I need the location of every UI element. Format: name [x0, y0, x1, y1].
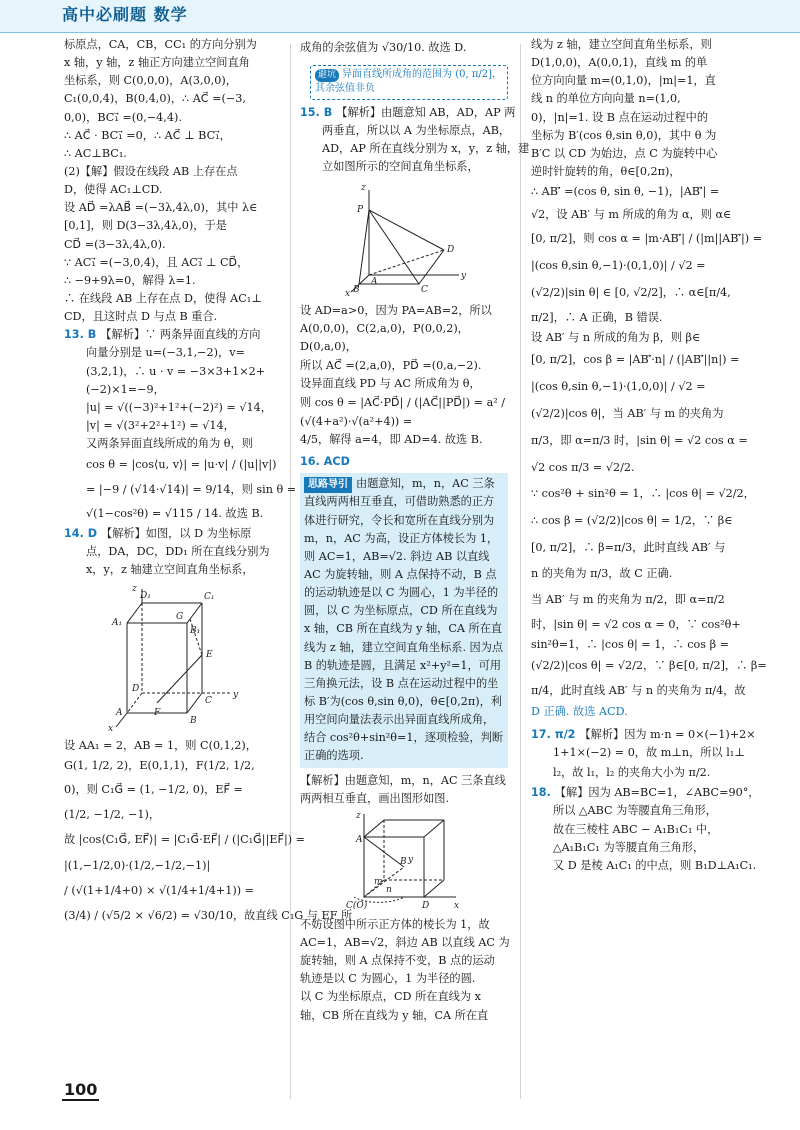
text-line: ∴ cos β = (√2/2)|cos θ| = 1/2，∵ β∈ [531, 514, 733, 528]
text-line: 点，DA，DC，DD₁ 所在直线分别为 [86, 545, 270, 559]
text-line: 1+1×(−2) = 0，故 m⊥n，所以 l₁⊥ [553, 745, 745, 759]
text-line: 故在三棱柱 ABC − A₁B₁C₁ 中， [553, 822, 719, 836]
text-line: cos θ = |cos⟨u, v⟩| = |u·v| / (|u||v|) [86, 458, 277, 472]
text-line: 设 AB′ 与 n 所成的角为 β，则 β∈ [531, 330, 701, 344]
text-line: △A₁B₁C₁ 为等腰直角三角形， [553, 840, 705, 854]
text-line: 【解析】由题意知，m，n，AC 三条直线 [300, 773, 506, 787]
text-line: 轴，CB 所在直线为 y 轴，CA 所在直 [300, 1008, 489, 1022]
text-line: l₂，故 l₁，l₂ 的夹角大小为 π/2. [553, 765, 711, 779]
question-17 [531, 726, 756, 785]
text-line: n 的夹角为 π/3，故 C 正确. [531, 567, 673, 581]
figure-label: y [233, 690, 239, 701]
text-line: 旋转轴，则 A 点保持不变，B 点的运动 [300, 954, 495, 968]
cube-figure [344, 812, 464, 912]
figure-label: A [371, 277, 378, 288]
column-right [531, 36, 767, 1096]
text-line: ∴ −9+9λ=0，解得 λ=1. [64, 273, 196, 287]
text-line: 又 D 是棱 A₁C₁ 的中点，则 B₁D⊥A₁C₁. [553, 858, 757, 872]
text-line: 以 C 为坐标原点，CD 所在直线为 x [300, 990, 481, 1004]
text-line: D，使得 AC₁⊥CD. [64, 183, 163, 197]
text-line: (√2/2)|cos θ| = √2/2，∵ β∈[0, π/2]，∴ β= [531, 659, 767, 673]
question-15-solution [300, 302, 508, 449]
text-line: 线 n 的单位方向向量 n=(1,0, [531, 92, 681, 106]
figure-label: A [356, 834, 363, 845]
figure-label: x [454, 900, 460, 911]
figure-label: D₁ [140, 591, 151, 602]
text-line: |u| = √((−3)²+1²+(−2)²) = √14， [86, 400, 272, 414]
figure-label: y [461, 271, 467, 282]
text-line: (3,2,1)，∴ u · v = −3×3+1×2+ [86, 364, 266, 378]
text-line: (√2/2)|sin θ| ∈ [0, √2/2]，∴ α∈[π/4, [531, 285, 731, 299]
text-line: 立如图所示的空间直角坐标系， [322, 160, 479, 174]
text-line: 设 AD=a>0，因为 PA=AB=2，所以 [300, 304, 492, 318]
text-line: 又两条异面直线所成的角为 θ，则 [86, 437, 253, 451]
text-line: 位方向向量 m=(0,1,0)，|m|=1，直 [531, 74, 716, 88]
text-line: A(0,0,0)，C(2,a,0)，P(0,0,2)， [300, 322, 469, 336]
text-line: 则 cos θ = |AC⃗·PD⃗| / (|AC⃗||PD⃗|) = a² / (√(4+a²)·√(a²+4)) = [300, 395, 506, 428]
text-line: C₁(0,0,4)，B(0,4,0)，∴ AC⃗ =(−3, [64, 92, 246, 106]
figure-label: D [422, 900, 430, 911]
text-line: 【解析】由题意知 AB，AD，AP 两 [336, 105, 516, 119]
text-line: (2)【解】假设在线段 AB 上存在点 [64, 164, 238, 178]
text-line: 当 AB′ 与 m 的夹角为 π/2，即 α=π/2 [531, 592, 725, 606]
figure-label: z [361, 183, 366, 194]
guide-text: 由题意知，m，n，AC 三条直线两两相互垂直，可借助熟悉的正方体进行研究，令长和宽所在直线分别为 m，n，AC 为高，设正方体棱长为 1，则 AC=1，AB=√2. 斜边 AB 以直线 AC 为旋转轴，则 A 点保持不动，B 点的运动轨迹是以 C 为圆心，1 为半径的圆，以 C 为坐标原点，CD 所在直线为 x 轴，CB 所在直线为 y 轴，CA 所在直线为 z 轴，建立空间直角坐标系. 因为点 B 的轨迹是圆，且满足 x²+y²=1，可用三角换元法，设 B 点在运动过程中的坐标 B′为(cos θ,sin θ,0)，θ∈[0,2π)，利用空间向量法表示出异面直线所成角，结合 cos²θ+sin²θ=1，逐项检验，判断正确的选项. [304, 477, 504, 763]
text-line: sin²θ=1，∴ |cos θ| = 1，∴ cos β = [531, 638, 729, 652]
figure-label: G [176, 612, 184, 623]
text-line: (3/4) / (√5/2 × √6/2) = √30/10，故直线 C₁G 与 EF 所 [64, 909, 353, 923]
figure-label: E [206, 650, 213, 661]
text-line: AD，AP 所在直线分别为 x，y，z 轴，建 [322, 141, 530, 155]
text-line: ∴ 在线段 AB 上存在点 D，使得 AC₁⊥ [64, 291, 262, 305]
header-bar [0, 0, 800, 33]
text-line: G(1, 1/2, 2)，E(0,1,1)，F(1/2, 1/2, [64, 759, 255, 773]
tip-badge: 避坑 [315, 69, 339, 82]
text-line: D 正确. 故选 ACD. [531, 705, 628, 719]
text-line: √2 cos π/3 = √2/2. [531, 460, 635, 474]
text-line: D(1,0,0)，A(0,0,1)，直线 m 的单 [531, 56, 708, 70]
text-line: 【解析】因为 m·n = 0×(−1)+2× [579, 727, 756, 741]
text-line: 0)，则 C₁G⃗ = (1, −1/2, 0)，EF⃗ = [64, 782, 243, 796]
figure-label: F [154, 708, 161, 719]
text-line: ∴ AC⊥BC₁. [64, 146, 127, 160]
question-number: 13. B [64, 328, 97, 342]
text-line: x 轴，y 轴，z 轴正方向建立空间直角 [64, 56, 250, 70]
text-line: 设 AA₁ = 2，AB = 1，则 C(0,1,2)， [64, 739, 257, 753]
text-line: |(1,−1/2,0)·(1/2,−1/2,−1)| [64, 859, 211, 873]
question-15 [300, 104, 530, 177]
text-line: 逆时针旋转的角，θ∈[0,2π)， [531, 164, 681, 178]
text-line: 两垂直，所以以 A 为坐标原点，AB， [322, 123, 511, 137]
figure-label: B₁ [190, 626, 201, 637]
text-line: π/3，即 α=π/3 时，|sin θ| = √2 cos α = [531, 433, 748, 447]
figure-label: z [356, 810, 361, 821]
text-line: B′C 以 CD 为始边，点 C 为旋转中心 [531, 146, 718, 160]
text-line: 设异面直线 PD 与 AC 所成角为 θ， [300, 376, 481, 390]
figure-label: C(O) [346, 900, 368, 911]
text-line: 成角的余弦值为 √30/10. 故选 D. [300, 41, 467, 54]
question-number: 18. [531, 786, 551, 800]
text-line: 【解析】∵ 两条异面直线的方向 [100, 328, 261, 342]
question-16 [300, 453, 508, 471]
question-13 [64, 326, 297, 525]
question-14-solution [64, 737, 353, 930]
figure-label: D [447, 245, 455, 256]
text-line: / (√(1+1/4+0) × √(1/4+1/4+1)) = [64, 883, 255, 897]
text-line: (1/2, −1/2, −1)， [64, 807, 161, 821]
question-number: 16. ACD [300, 455, 350, 469]
rectangular-prism-figure [102, 583, 242, 733]
question-number: 17. π/2 [531, 727, 576, 741]
figure-label: C₁ [204, 592, 215, 603]
text-line: [0, π/2]，则 cos α = |m·AB′⃗| / (|m||AB′⃗|) = [531, 231, 763, 245]
text-line: 所以 AC⃗ =(2,a,0)，PD⃗ =(0,a,−2). [300, 358, 482, 372]
text-line: CD⃗ =(3−3λ,4λ,0). [64, 237, 166, 251]
text-line: 0)，|n|=1. 设 B 点在运动过程中的 [531, 110, 709, 124]
text-line: π/2]，∴ A 正确，B 错误. [531, 310, 663, 324]
text-line: 0,0)，BC₁⃗ =(0,−4,4). [64, 110, 182, 124]
text-line: = |−9 / (√14·√14)| = 9/14，则 sin θ = [86, 482, 297, 496]
figure-label: z [132, 584, 137, 595]
text-line: (−2)×1=−9， [86, 382, 165, 396]
pitfall-tip [310, 65, 508, 100]
figure-label: B [190, 716, 197, 727]
figure-label: C [421, 285, 428, 296]
figure-label: P [357, 205, 364, 216]
figure-label: D [132, 684, 140, 695]
text-line: [0,1]，则 D(3−3λ,4λ,0)，于是 [64, 219, 227, 233]
text-line: 4/5，解得 a=4，即 AD=4. 故选 B. [300, 432, 483, 446]
text-line: 【解析】如图，以 D 为坐标原 [101, 526, 252, 540]
figure-label: B [353, 285, 360, 296]
text-line: 线为 z 轴，建立空间直角坐标系，则 [531, 38, 712, 51]
text-line: D(0,a,0)， [300, 340, 357, 354]
text-line: 轨迹是以 C 为圆心，1 为半径的圆. [300, 972, 476, 986]
text-line: 标原点，CA，CB，CC₁ 的方向分别为 [64, 38, 257, 51]
guide-badge: 思路导引 [304, 477, 352, 493]
figure-label: A [116, 708, 123, 719]
question-18 [531, 784, 760, 875]
tip-text: 异面直线所成角的范围为 (0, π/2]，其余弦值非负 [315, 68, 503, 95]
question-number: 15. B [300, 105, 333, 119]
text-line: [0, π/2]，cos β = |AB′⃗·n| / (|AB′⃗||n|) = [531, 353, 740, 367]
text-line: AC=1，AB=√2，斜边 AB 以直线 AC 为 [300, 935, 510, 949]
question-number: 14. D [64, 526, 98, 540]
column-divider [520, 44, 521, 1099]
text-line: ∴ AC⃗ · BC₁⃗ =0，∴ AC⃗ ⊥ BC₁⃗， [64, 128, 231, 142]
figure-label: C [205, 696, 212, 707]
text-line: √(1−cos²θ) = √115 / 14. 故选 B. [86, 506, 264, 520]
text-line: |(cos θ,sin θ,−1)·(0,1,0)| / √2 = [531, 258, 706, 272]
text-line: 【解】因为 AB=BC=1，∠ABC=90°， [554, 786, 760, 800]
figure-label: x [108, 724, 114, 735]
book-title: 高中必刷题 数学 [62, 5, 188, 24]
question-14 [64, 525, 280, 579]
pyramid-figure [339, 180, 469, 298]
solution-guide [300, 473, 508, 767]
column-middle [300, 36, 530, 1096]
text-line: |(cos θ,sin θ,−1)·(1,0,0)| / √2 = [531, 379, 706, 393]
text-line: 坐标系，则 C(0,0,0)，A(3,0,0)， [64, 74, 237, 88]
text-line: 所以 △ABC 为等腰直角三角形， [553, 804, 717, 818]
text-line: 坐标为 B′(cos θ,sin θ,0)，其中 θ 为 [531, 128, 717, 142]
text-line: 不妨设图中所示正方体的棱长为 1，故 [300, 917, 490, 931]
text-line: CD，且这时点 D 与点 B 重合. [64, 310, 218, 324]
figure-label: A₁ [112, 618, 123, 629]
text-line: √2，设 AB′ 与 m 所成的角为 α，则 α∈ [531, 207, 732, 221]
text-line: ∵ cos²θ + sin²θ = 1，∴ |cos θ| = √2/2， [531, 487, 755, 501]
text-line: x，y，z 轴建立空间直角坐标系， [86, 563, 254, 577]
text-line: (√2/2)|cos θ|，当 AB′ 与 m 的夹角为 [531, 406, 724, 420]
text-line: 设 AD⃗ =λAB⃗ =(−3λ,4λ,0)，其中 λ∈ [64, 201, 258, 215]
figure-label: B [400, 856, 407, 867]
text-line: 两两相互垂直，画出图形如图. [300, 791, 449, 805]
figure-label: y [408, 854, 414, 865]
page-number: 100 [62, 1080, 99, 1101]
text-line: 时，|sin θ| = √2 cos α = 0，∵ cos²θ+ [531, 617, 741, 631]
column-divider [290, 44, 291, 1099]
text-line: ∵ AC₁⃗ =(−3,0,4)，且 AC₁⃗ ⊥ CD⃗， [64, 255, 249, 269]
text-line: [0, π/2]，∴ β=π/3，此时直线 AB′ 与 [531, 541, 726, 555]
text-line: 向量分别是 u=(−3,1,−2)，v= [86, 346, 245, 360]
figure-label: n [386, 884, 392, 895]
text-line: π/4，此时直线 AB′ 与 n 的夹角为 π/4，故 [531, 683, 746, 697]
text-line: 故 |cos⟨C₁G⃗, EF⃗⟩| = |C₁G⃗·EF⃗| / (|C₁G⃗||EF⃗|) = [64, 833, 306, 847]
figure-label: m [374, 876, 383, 887]
text-line: ∴ AB′⃗ =(cos θ, sin θ, −1)，|AB′⃗| = [531, 185, 720, 199]
text-line: |v| = √(3²+2²+1²) = √14， [86, 418, 235, 432]
figure-label: x [345, 289, 351, 300]
